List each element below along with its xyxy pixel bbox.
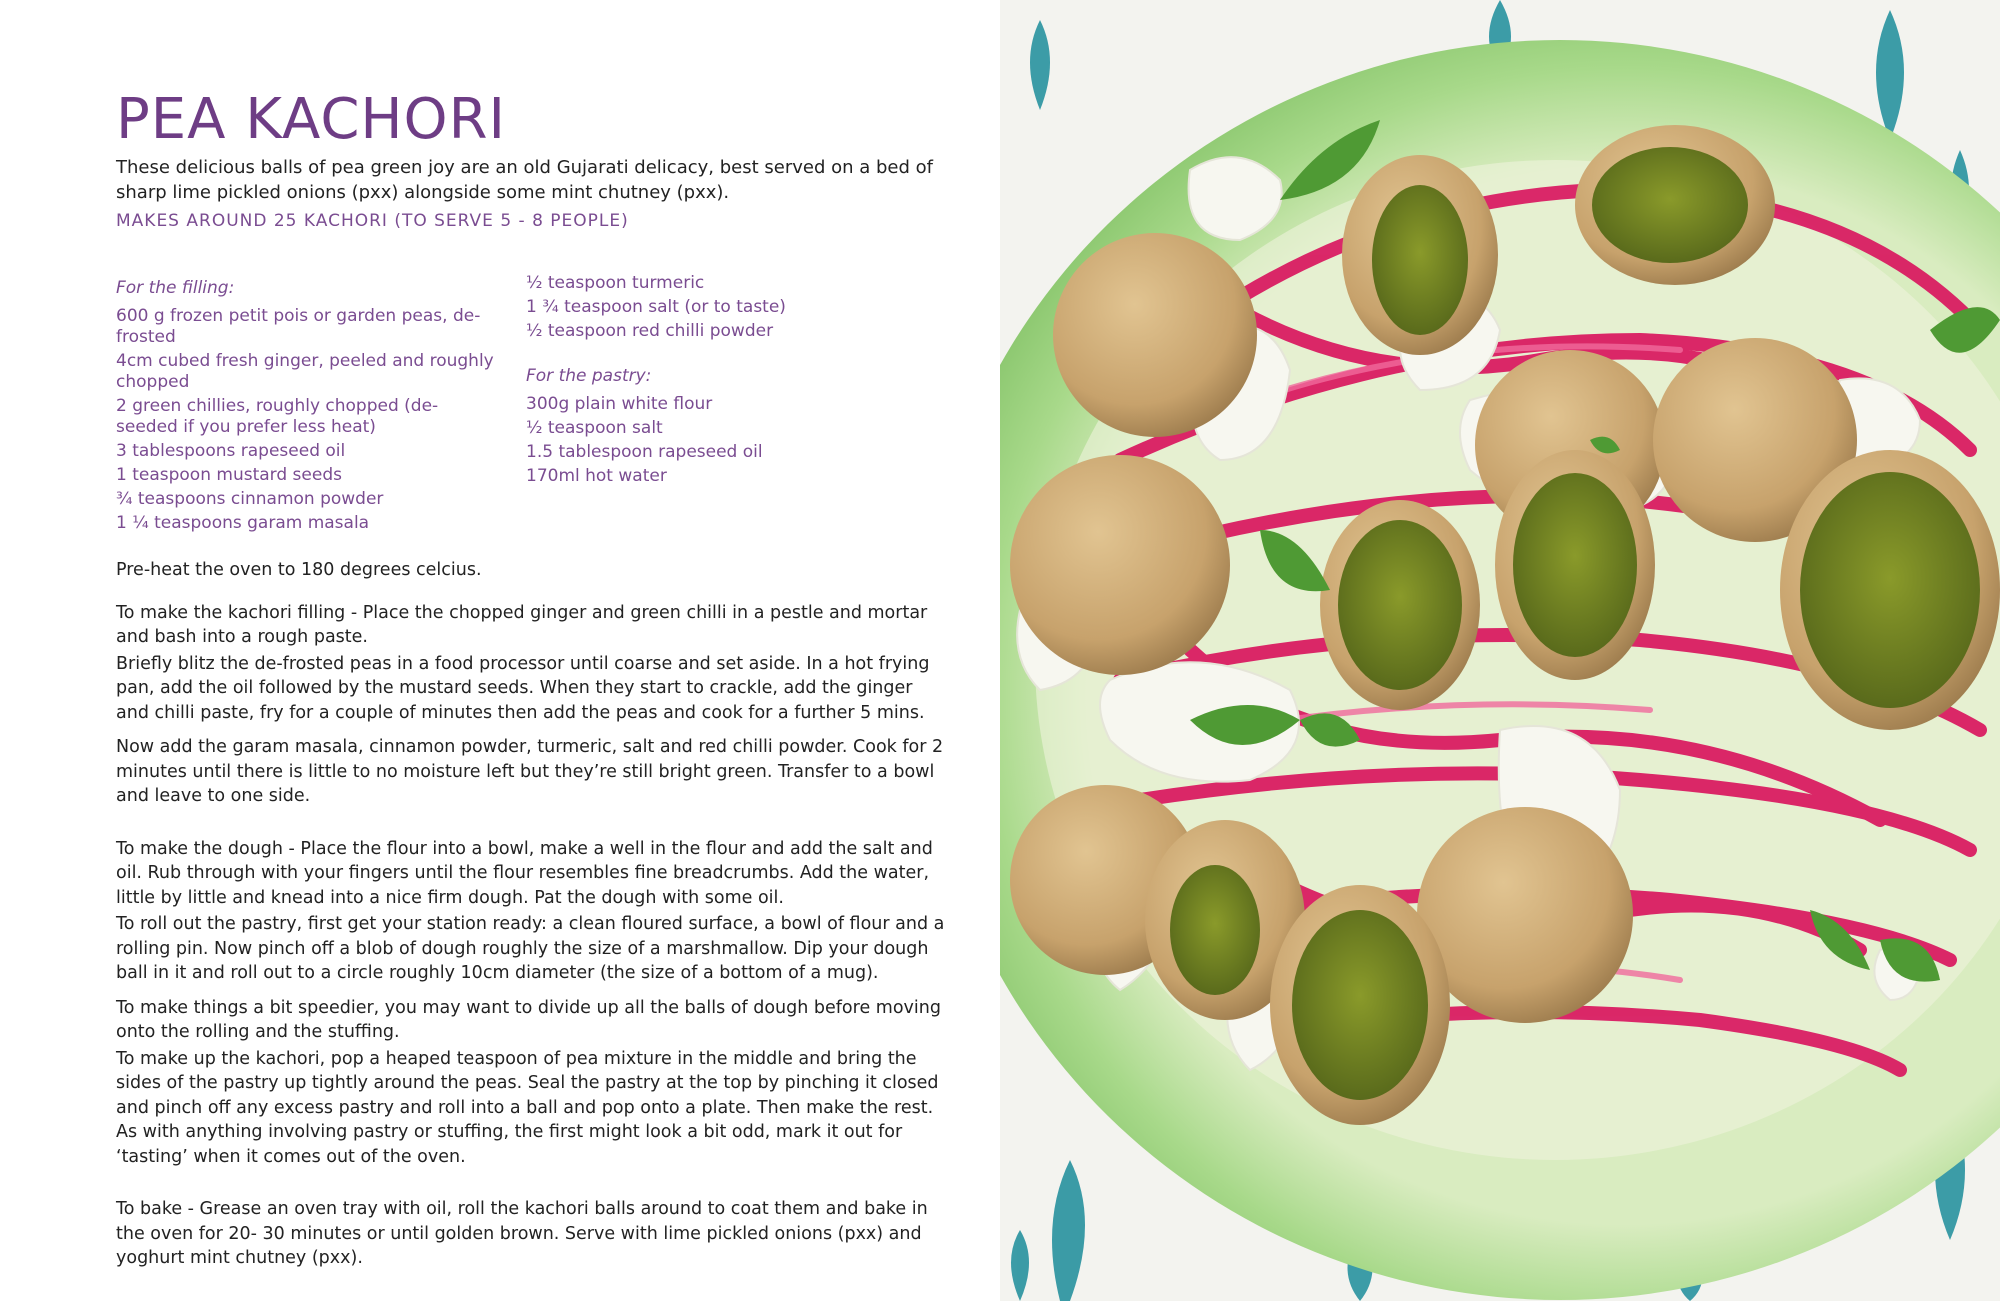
ingredient-item: 1 teaspoon mustard seeds — [116, 465, 342, 485]
ingredient-item: ¾ teaspoons cinnamon powder — [116, 489, 384, 509]
ingredient-item: 1 ¼ teaspoons garam masala — [116, 513, 370, 533]
ingredient-item: 1.5 tablespoon rapeseed oil — [526, 442, 763, 462]
method-step: Now add the garam masala, cinnamon powder, turmeric, salt and red chilli powder. Cook for 2 minutes until there is little to no moisture left but they’re still bright green. Transfer to a bowl and leave to one side. — [116, 737, 944, 806]
method-step: To make things a bit speedier, you may want to divide up all the balls of dough before moving onto the rolling and the stuffing. — [116, 997, 941, 1042]
method-step: To make the dough - Place the flour into a bowl, make a well in the flour and add the salt and oil. Rub through with your fingers until the flour resembles fine breadcrumbs. Add the water, little by little and knead into a nice firm dough. Pat the dough with some oil. — [116, 838, 933, 908]
ingredient-item: 1 ¾ teaspoon salt (or to taste) — [526, 297, 786, 317]
ingredient-item: 4cm cubed fresh ginger, peeled and roughly chopped — [116, 351, 494, 392]
method-step: To make up the kachori, pop a heaped teaspoon of pea mixture in the middle and bring the sides of the pastry up tightly around the peas. Seal the pastry at the top by pinching it closed and pinch off any excess pastry and roll into a ball and pop onto a plate. Then make the rest. As with anything involving pastry or stuffing, the first might look a bit odd, mark it out for ‘tasting’ when it comes out of the oven. — [116, 1048, 939, 1167]
pastry-heading: For the pastry: — [526, 366, 652, 386]
filling-heading: For the filling: — [116, 278, 235, 298]
method-step: To roll out the pastry, first get your station ready: a clean floured surface, a bowl of flour and a rolling pin. Now pinch off a blob of dough roughly the size of a marshmallow. Dip your dough ball in it and roll out to a circle roughly 10cm diameter (the size of a bottom of a mug). — [116, 914, 945, 983]
recipe-intro: These delicious balls of pea green joy are an old Gujarati delicacy, best served on a bed of sharp lime pickled onions (pxx) alongside some mint chutney (pxx). — [116, 157, 933, 203]
ingredient-item: ½ teaspoon salt — [526, 418, 663, 438]
ingredient-item: ½ teaspoon turmeric — [526, 273, 705, 293]
ingredient-item: 600 g frozen petit pois or garden peas, de-frosted — [116, 306, 481, 347]
method-step: Pre-heat the oven to 180 degrees celcius. — [116, 560, 482, 580]
kachori-plate-photo — [1000, 0, 2000, 1301]
ingredients-list-right — [526, 273, 946, 490]
method-step: To make the kachori filling - Place the chopped ginger and green chilli in a pestle and mortar and bash into a rough paste. — [116, 602, 928, 647]
ingredient-item: 2 green chillies, roughly chopped (de-seeded if you prefer less heat) — [116, 396, 439, 437]
recipe-title: PEA KACHORI — [116, 87, 507, 152]
ingredient-item: 170ml hot water — [526, 466, 667, 486]
ingredients-list-left — [116, 278, 496, 537]
ingredient-item: 300g plain white flour — [526, 394, 713, 414]
method-step: To bake - Grease an oven tray with oil, roll the kachori balls around to coat them and bake in the oven for 20- 30 minutes or until golden brown. Serve with lime pickled onions (pxx) and yoghurt mint chutney (pxx). — [116, 1199, 928, 1268]
method-section — [116, 558, 946, 1271]
ingredient-item: ½ teaspoon red chilli powder — [526, 321, 774, 341]
method-step: Briefly blitz the de-frosted peas in a food processor until coarse and set aside. In a hot frying pan, add the oil followed by the mustard seeds. When they start to crackle, add the ginger and chilli paste, fry for a couple of minutes then add the peas and cook for a further 5 mins. — [116, 653, 930, 723]
ingredient-item: 3 tablespoons rapeseed oil — [116, 441, 346, 461]
recipe-yield: MAKES AROUND 25 KACHORI (TO SERVE 5 - 8 PEOPLE) — [116, 211, 629, 231]
